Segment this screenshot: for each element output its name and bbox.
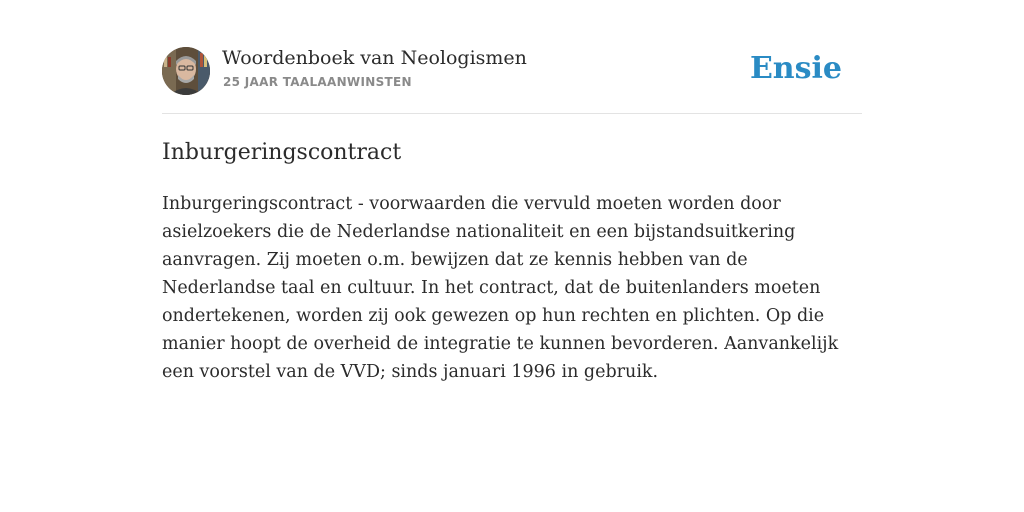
entry-title: Inburgeringscontract [162, 140, 402, 165]
brand-logo[interactable]: Ensie [749, 51, 842, 86]
entry-definition: Inburgeringscontract - voorwaarden die vervuld moeten worden door asielzoekers die de Nederlandse nationaliteit en een bijstandsuitkering aanvragen. Zij moeten o.m. bewijzen dat ze kennis hebben van de Nederlandse taal en cultuur. In het contract, dat de buitenlanders moeten ondertekenen, worden zij ook gewezen op hun rechten en plichten. Op die manier hoopt de overheid de integratie te kunnen bevorderen. Aanvankelijk een voorstel van de VVD; sinds januari 1996 in gebruik. [162, 194, 839, 382]
header-divider [162, 113, 862, 114]
entry-card [162, 0, 862, 512]
author-portrait-icon [162, 47, 210, 95]
site-title[interactable]: Woordenboek van Neologismen [222, 47, 527, 69]
avatar[interactable] [162, 47, 210, 95]
header [162, 47, 862, 95]
site-subtitle: 25 JAAR TAALAANWINSTEN [223, 75, 412, 89]
